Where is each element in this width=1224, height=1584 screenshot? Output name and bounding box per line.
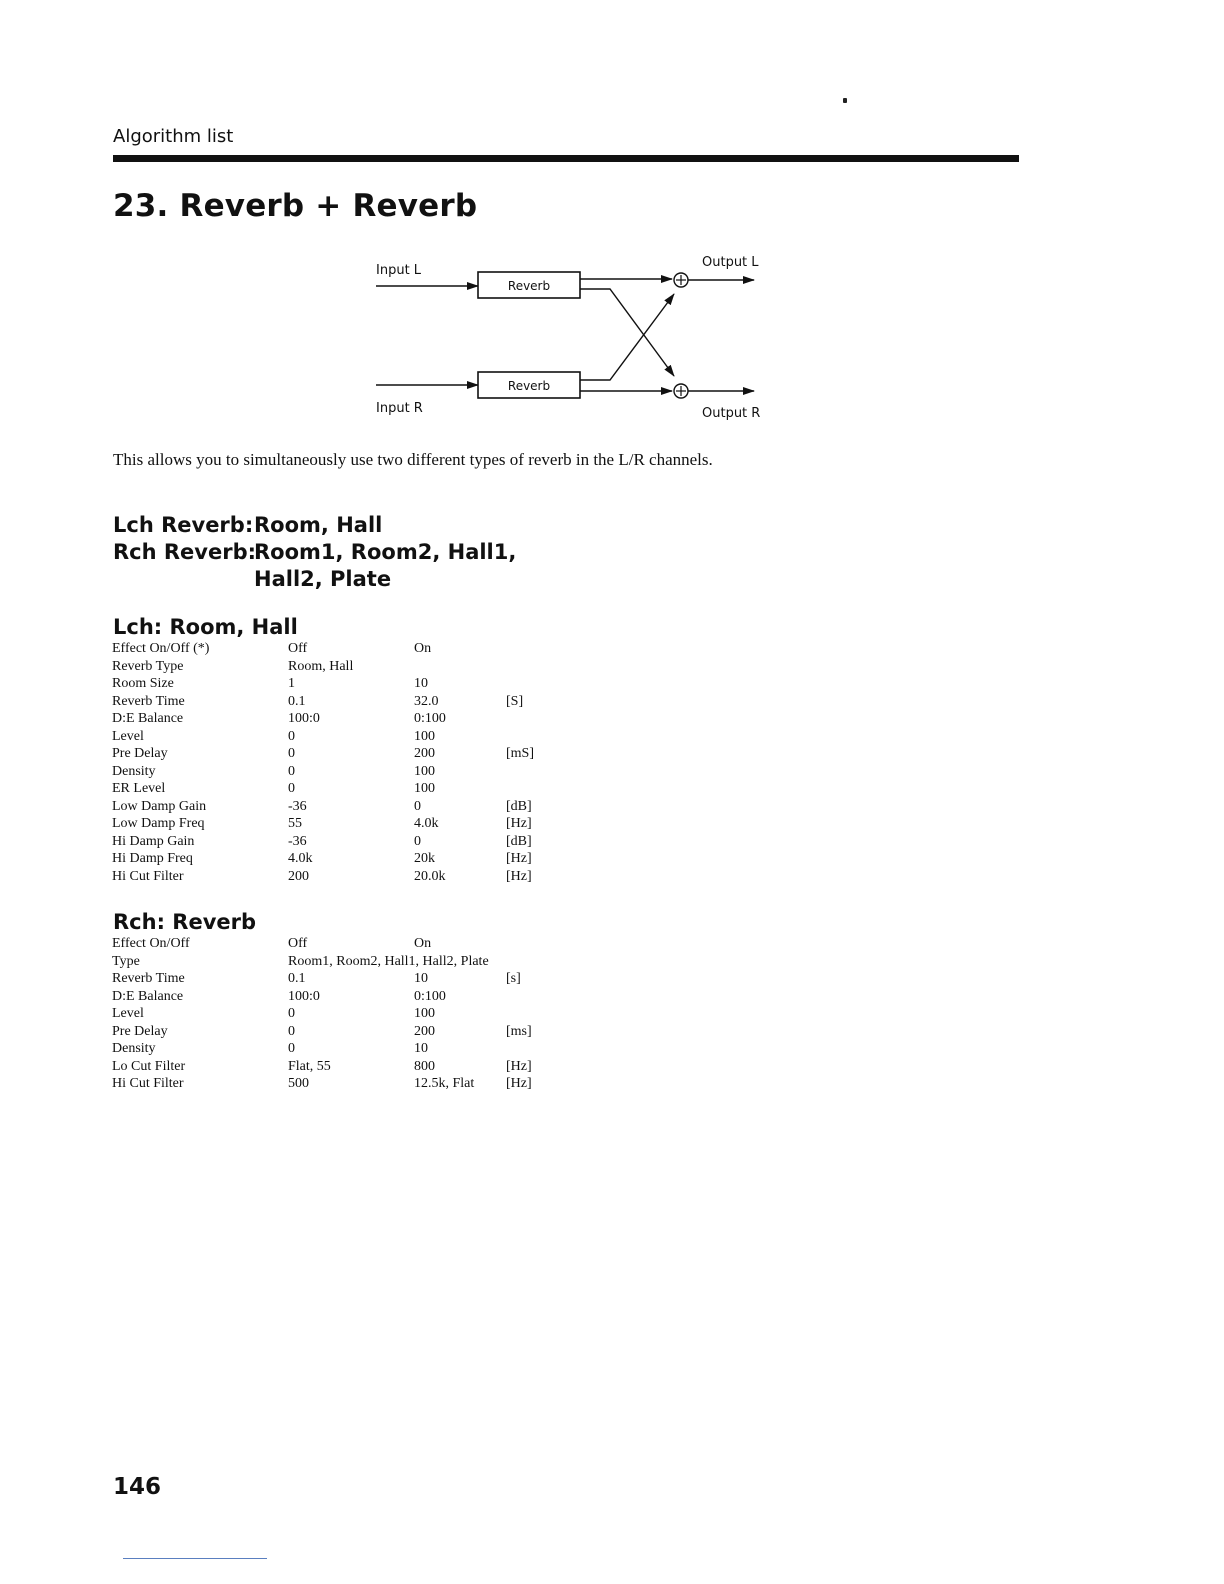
param-min: 4.0k xyxy=(288,851,313,866)
param-max: 4.0k xyxy=(414,816,439,831)
param-unit: [dB] xyxy=(506,798,532,814)
scan-speck xyxy=(843,98,847,103)
param-name: Hi Cut Filter xyxy=(112,1076,184,1091)
param-name: Lo Cut Filter xyxy=(112,1058,186,1074)
param-max: 12.5k, Flat xyxy=(414,1076,475,1091)
page-title: 23. Reverb + Reverb xyxy=(113,188,478,224)
param-max: 0 xyxy=(414,833,421,849)
param-unit: [Hz] xyxy=(506,851,532,866)
cross-bottom-to-top xyxy=(580,294,674,380)
footer-line xyxy=(123,1558,267,1559)
param-min: -36 xyxy=(288,833,307,849)
param-max: 100 xyxy=(414,763,435,779)
param-min: 1 xyxy=(288,676,295,691)
param-name: Pre Delay xyxy=(112,746,168,761)
param-min: Off xyxy=(288,936,308,951)
param-max: 100 xyxy=(414,1006,435,1021)
param-name: Level xyxy=(112,728,144,744)
input-l-label: Input L xyxy=(376,263,422,278)
param-min: 100:0 xyxy=(288,711,320,726)
param-unit: [mS] xyxy=(506,746,534,761)
param-name: Density xyxy=(112,1041,156,1056)
param-name: Hi Damp Gain xyxy=(112,833,195,849)
param-min: 0 xyxy=(288,728,295,744)
param-name: Hi Cut Filter xyxy=(112,868,184,884)
param-name: ER Level xyxy=(112,781,166,796)
param-name: D:E Balance xyxy=(112,988,184,1004)
param-max: 0 xyxy=(414,798,421,814)
param-min: 200 xyxy=(288,868,309,884)
input-r-label: Input R xyxy=(376,401,423,416)
variation-value: Room, Hall xyxy=(254,513,383,537)
variation-label: Lch Reverb: xyxy=(113,513,254,537)
param-unit: [dB] xyxy=(506,833,532,849)
param-min: Room1, Room2, Hall1, Hall2, Plate xyxy=(288,953,489,969)
param-max: 100 xyxy=(414,781,435,796)
param-min: -36 xyxy=(288,798,307,814)
output-l-label: Output L xyxy=(702,255,759,270)
param-name: Density xyxy=(112,763,156,779)
param-min: 0 xyxy=(288,1023,295,1039)
param-min: 500 xyxy=(288,1076,309,1091)
param-max: 100 xyxy=(414,728,435,744)
lch-heading: Lch: Room, Hall xyxy=(113,615,298,639)
reverb-block-top-label: Reverb xyxy=(507,279,551,293)
param-max: 20.0k xyxy=(414,868,446,884)
description: This allows you to simultaneously use two different types of reverb in the L/R channels. xyxy=(113,450,713,469)
mixer-r-icon xyxy=(674,384,688,398)
param-max: 10 xyxy=(414,1041,428,1056)
param-name: Reverb Time xyxy=(112,693,185,709)
param-name: Pre Delay xyxy=(112,1023,168,1039)
param-name: Reverb Type xyxy=(112,658,184,674)
param-min: 0 xyxy=(288,1041,295,1056)
param-min: 0 xyxy=(288,1006,295,1021)
param-min: 100:0 xyxy=(288,988,320,1004)
param-name: Effect On/Off xyxy=(112,936,190,951)
param-unit: [S] xyxy=(506,693,524,709)
rch-heading: Rch: Reverb xyxy=(113,910,257,934)
mixer-l-icon xyxy=(674,273,688,287)
param-unit: [Hz] xyxy=(506,816,532,831)
param-name: Low Damp Gain xyxy=(112,798,207,814)
variation-label: Rch Reverb: xyxy=(113,540,257,564)
param-name: Level xyxy=(112,1006,144,1021)
param-max: 800 xyxy=(414,1058,435,1074)
param-max: 10 xyxy=(414,676,428,691)
param-min: 0 xyxy=(288,781,295,796)
param-max: 200 xyxy=(414,746,435,761)
param-max: On xyxy=(414,936,432,951)
param-min: Room, Hall xyxy=(288,658,354,674)
param-unit: [s] xyxy=(506,971,521,986)
header-rule xyxy=(113,155,1019,162)
variation-value: Room1, Room2, Hall1, xyxy=(254,540,517,564)
param-min: Off xyxy=(288,641,308,656)
variation-value: Hall2, Plate xyxy=(254,567,392,591)
param-name: Hi Damp Freq xyxy=(112,851,193,866)
signal-flow-diagram xyxy=(360,250,780,430)
param-unit: [ms] xyxy=(506,1023,532,1039)
page-number: 146 xyxy=(113,1474,162,1500)
param-name: D:E Balance xyxy=(112,711,184,726)
param-max: 0:100 xyxy=(414,711,446,726)
param-min: 0.1 xyxy=(288,971,306,986)
param-unit: [Hz] xyxy=(506,1076,532,1091)
param-max: 0:100 xyxy=(414,988,446,1004)
param-min: 0 xyxy=(288,763,295,779)
param-min: 0.1 xyxy=(288,693,306,709)
param-min: 0 xyxy=(288,746,295,761)
param-name: Type xyxy=(112,953,140,969)
param-name: Effect On/Off (*) xyxy=(112,641,210,656)
reverb-block-bottom-label: Reverb xyxy=(507,379,551,393)
param-max: 200 xyxy=(414,1023,435,1039)
param-name: Reverb Time xyxy=(112,971,185,986)
cross-top-to-bottom xyxy=(580,289,674,376)
output-r-label: Output R xyxy=(702,406,761,421)
param-name: Low Damp Freq xyxy=(112,816,205,831)
param-max: 20k xyxy=(414,851,435,866)
param-unit: [Hz] xyxy=(506,868,532,884)
param-min: Flat, 55 xyxy=(288,1058,331,1074)
param-min: 55 xyxy=(288,816,302,831)
param-name: Room Size xyxy=(112,676,174,691)
param-unit: [Hz] xyxy=(506,1058,532,1074)
param-max: On xyxy=(414,641,432,656)
section-header: Algorithm list xyxy=(113,126,234,147)
param-max: 32.0 xyxy=(414,693,439,709)
param-max: 10 xyxy=(414,971,428,986)
